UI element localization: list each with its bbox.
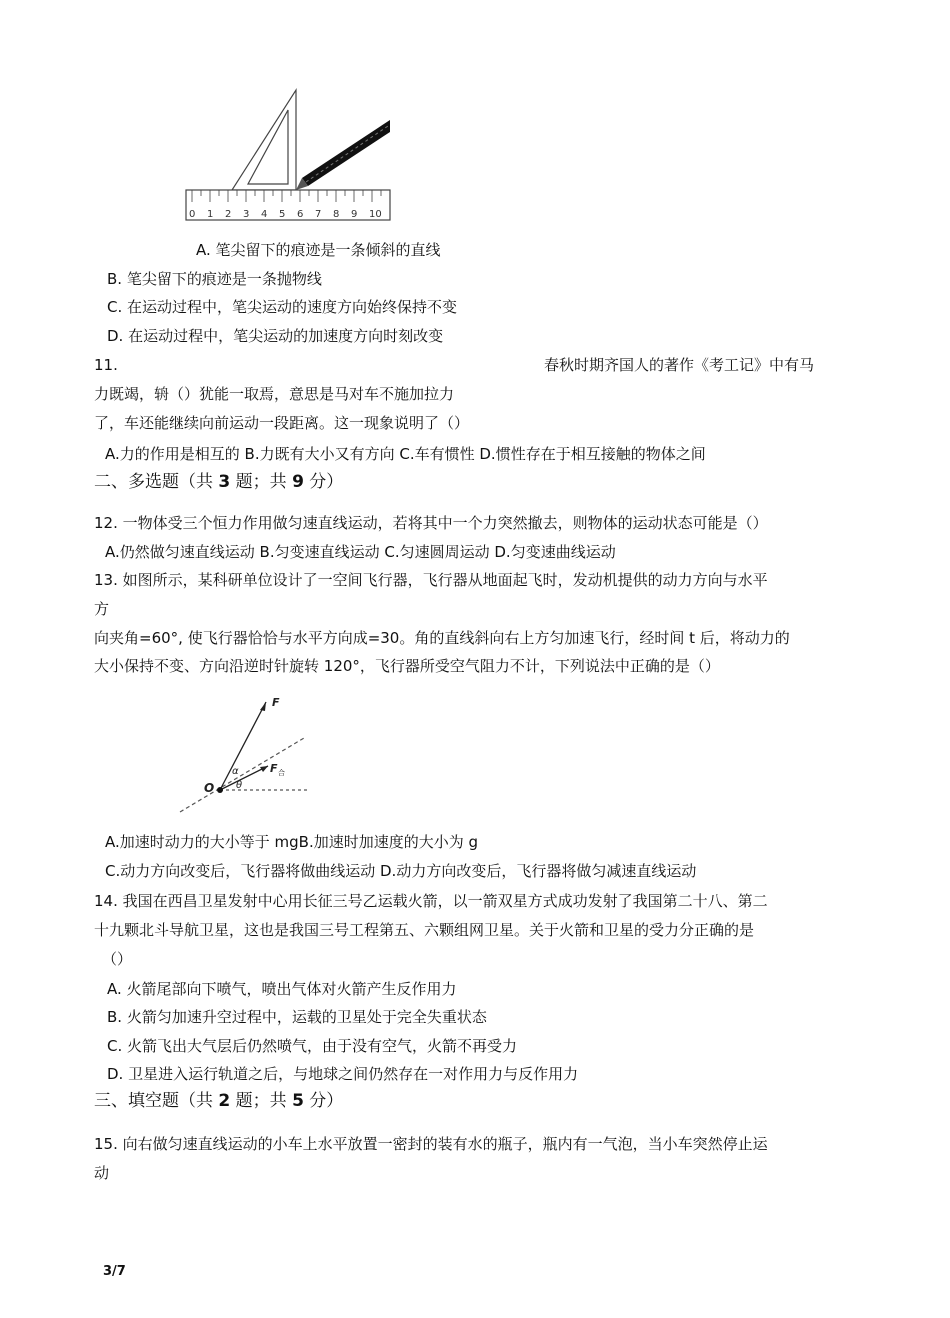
q10-option-c: C. 在运动过程中，笔尖运动的速度方向始终保持不变 bbox=[107, 298, 458, 316]
label-alpha: α bbox=[232, 766, 239, 777]
ruler-number: 4 bbox=[261, 209, 268, 220]
q15-stem-line1: 15. 向右做匀速直线运动的小车上水平放置一密封的装有水的瓶子，瓶内有一气泡，当小车突然停止运 bbox=[94, 1135, 768, 1153]
ruler-number: 7 bbox=[315, 209, 322, 220]
section-score: 9 bbox=[292, 472, 304, 492]
ruler-number: 9 bbox=[351, 209, 358, 220]
ruler-number: 6 bbox=[297, 209, 304, 220]
ruler bbox=[186, 190, 390, 220]
ruler-number: 5 bbox=[279, 209, 286, 220]
q12-options: A.仍然做匀速直线运动 B.匀变速直线运动 C.匀速圆周运动 D.匀变速曲线运动 bbox=[105, 543, 616, 561]
section-heading-multiple-choice bbox=[94, 472, 343, 492]
q13-options-ab: A.加速时动力的大小等于 mgB.加速时加速度的大小为 g bbox=[105, 833, 479, 851]
force-F-arrowhead bbox=[260, 702, 266, 711]
q12-stem: 12. 一物体受三个恒力作用做匀速直线运动，若将其中一个力突然撤去，则物体的运动状态可能是（） bbox=[94, 514, 768, 532]
ruler-number: 1 bbox=[207, 209, 214, 220]
ruler-number: 3 bbox=[243, 209, 250, 220]
q14-option-c: C. 火箭飞出大气层后仍然喷气，由于没有空气，火箭不再受力 bbox=[107, 1037, 518, 1055]
label-theta: θ bbox=[236, 780, 243, 791]
q14-stem-line2: 十九颗北斗导航卫星，这也是我国三号工程第五、六颗组网卫星。关于火箭和卫星的受力分正确的是 bbox=[94, 921, 755, 939]
set-square bbox=[232, 90, 296, 190]
force-F-arrow bbox=[220, 702, 266, 790]
section-prefix: 二、多选题（共 bbox=[94, 472, 219, 492]
q11-number: 11. bbox=[94, 356, 118, 374]
q13-stem-line1b: 方 bbox=[94, 600, 110, 618]
label-net-subscript: 合 bbox=[278, 769, 285, 777]
q11-stem-line3: 了，车还能继续向前运动一段距离。这一现象说明了（） bbox=[94, 414, 470, 432]
q14-option-b: B. 火箭匀加速升空过程中，运载的卫星处于完全失重状态 bbox=[107, 1008, 487, 1026]
point-O bbox=[217, 787, 223, 793]
q13-options-cd: C.动力方向改变后，飞行器将做曲线运动 D.动力方向改变后，飞行器将做匀减速直线运动 bbox=[105, 862, 697, 880]
q11-stem: 春秋时期齐国人的著作《考工记》中有马 bbox=[544, 356, 815, 374]
q10-option-d: D. 在运动过程中，笔尖运动的加速度方向时刻改变 bbox=[107, 327, 444, 345]
section-suffix: 分） bbox=[303, 472, 344, 492]
ruler-number: 10 bbox=[369, 209, 382, 220]
q11-stem-line2: 力既竭，辀（）犹能一取焉，意思是马对车不施加拉力 bbox=[94, 385, 455, 403]
q15-stem-line2: 动 bbox=[94, 1164, 110, 1182]
q14-option-d: D. 卫星进入运行轨道之后，与地球之间仍然存在一对作用力与反作用力 bbox=[107, 1065, 579, 1083]
q13-stem-line3: 大小保持不变、方向沿逆时针旋转 120°，飞行器所受空气阻力不计，下列说法中正确的是（） bbox=[94, 657, 720, 675]
section-suffix: 分） bbox=[303, 1091, 344, 1111]
q10-option-a: A. 笔尖留下的痕迹是一条倾斜的直线 bbox=[196, 241, 441, 259]
q14-stem-line1: 14. 我国在西昌卫星发射中心用长征三号乙运载火箭，以一箭双星方式成功发射了我国第二十八、第二 bbox=[94, 892, 768, 910]
ruler-number: 2 bbox=[225, 209, 232, 220]
label-F: F bbox=[272, 696, 280, 709]
label-F-net: F bbox=[270, 762, 278, 775]
q13-stem-line1: 13. 如图所示，某科研单位设计了一空间飞行器，飞行器从地面起飞时，发动机提供的动力方向与水平 bbox=[94, 571, 768, 589]
ruler-triangle-pen-figure bbox=[184, 86, 394, 226]
net-force-arrowhead bbox=[260, 766, 268, 772]
q14-stem-line3: （） bbox=[102, 950, 133, 968]
ruler-number: 0 bbox=[189, 209, 196, 220]
ruler-number: 8 bbox=[333, 209, 340, 220]
section-prefix: 三、填空题（共 bbox=[94, 1091, 219, 1111]
section-mid: 题；共 bbox=[230, 1091, 293, 1111]
section-count: 2 bbox=[218, 1091, 231, 1111]
q14-option-a: A. 火箭尾部向下喷气，喷出气体对火箭产生反作用力 bbox=[107, 980, 457, 998]
q10-option-b: B. 笔尖留下的痕迹是一条抛物线 bbox=[107, 270, 322, 288]
section-heading-fill-in bbox=[94, 1091, 343, 1111]
net-force-arrow bbox=[220, 766, 268, 790]
page-number: 3/7 bbox=[103, 1264, 126, 1279]
section-mid: 题；共 bbox=[230, 472, 293, 492]
section-score: 5 bbox=[292, 1091, 304, 1111]
pen bbox=[296, 120, 390, 190]
force-diagram bbox=[176, 690, 316, 820]
label-O: O bbox=[204, 781, 215, 795]
section-count: 3 bbox=[218, 472, 231, 492]
q11-options: A.力的作用是相互的 B.力既有大小又有方向 C.车有惯性 D.惯性存在于相互接触的物体之间 bbox=[105, 445, 706, 463]
q13-stem-line2: 向夹角=60°, 使飞行器恰恰与水平方向成=30。角的直线斜向右上方匀加速飞行，经时间 t 后，将动力的 bbox=[94, 629, 790, 647]
